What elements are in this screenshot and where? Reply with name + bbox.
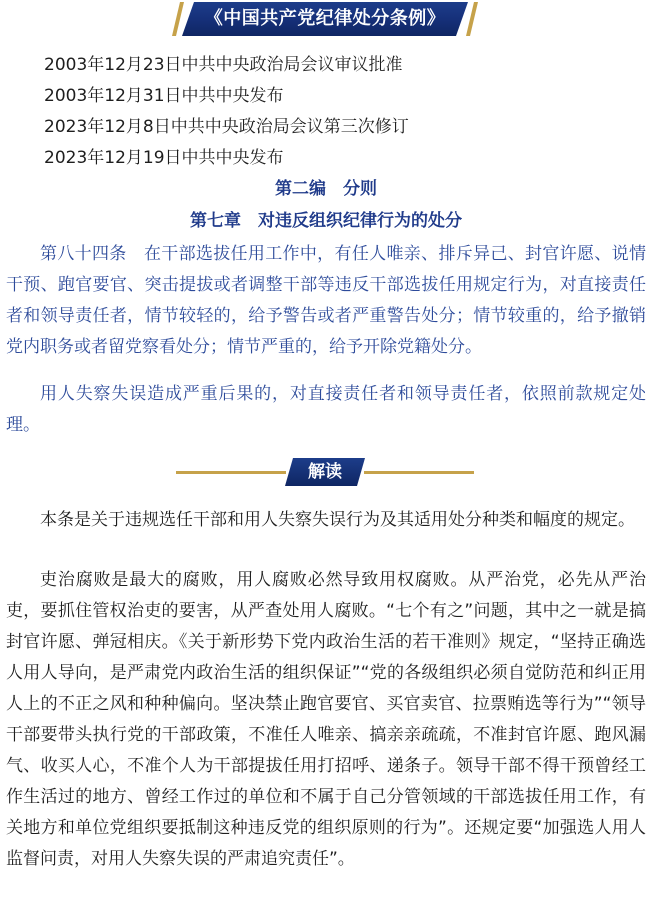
interpretation-divider: [0, 458, 652, 486]
interpretation-label: 解读: [308, 462, 342, 482]
divider-line-right: [364, 471, 474, 474]
meta-line-approved: 2003年12月23日中共中央政治局会议审议批准: [44, 55, 403, 75]
divider-line-left: [176, 471, 286, 474]
interpretation-badge: [285, 458, 365, 486]
meta-line-revised: 2023年12月8日中共中央政治局会议第三次修订: [44, 117, 409, 137]
document-title: 《中国共产党纪律处分条例》: [204, 8, 446, 29]
interpretation-paragraph-1: 本条是关于违规选任干部和用人失察失误行为及其适用处分种类和幅度的规定。: [40, 510, 635, 530]
article-paragraph-2: 用人失察失误造成严重后果的，对直接责任者和领导责任者，依照前款规定处理。: [6, 384, 646, 435]
chapter-heading: 第七章 对违反组织纪律行为的处分: [190, 211, 462, 231]
meta-line-published: 2003年12月31日中共中央发布: [44, 86, 284, 106]
interpretation-paragraph-2: 吏治腐败是最大的腐败，用人腐败必然导致用权腐败。从严治党，必先从严治吏，要抓住管权治吏的要害，从严查处用人腐败。“七个有之”问题，其中之一就是搞封官许愿、弹冠相庆。《关于新形势下党内政治生活的若干准则》规定，“坚持正确选人用人导向，是严肃党内政治生活的组织保证”“党的各级组织必须自觉防范和纠正用人上的不正之风和种种偏向。坚决禁止跑官要官、买官卖官、拉票贿选等行为”“领导干部要带头执行党的干部政策，不准任人唯亲、搞亲亲疏疏，不准封官许愿、跑风漏气、收买人心，不准个人为干部提拔任用打招呼、递条子。领导干部不得干预曾经工作生活过的地方、曾经工作过的单位和不属于自己分管领域的干部选拔任用工作，有关地方和单位党组织要抵制这种违反党的组织原则的行为”。还规定要“加强选人用人监督问责，对用人失察失误的严肃追究责任”。: [6, 570, 646, 869]
title-banner: [0, 2, 652, 36]
title-banner-shape: [182, 2, 468, 36]
article-paragraph-1: 第八十四条 在干部选拔任用工作中，有任人唯亲、排斥异己、封官许愿、说情干预、跑官要官、突击提拔或者调整干部等违反干部选拔任用规定行为，对直接责任者和领导责任者，情节较轻的，给予警告或者严重警告处分；情节较重的，给予撤销党内职务或者留党察看处分；情节严重的，给予开除党籍处分。: [6, 244, 646, 357]
meta-line-republished: 2023年12月19日中共中央发布: [44, 148, 284, 168]
part-heading: 第二编 分则: [275, 179, 377, 199]
